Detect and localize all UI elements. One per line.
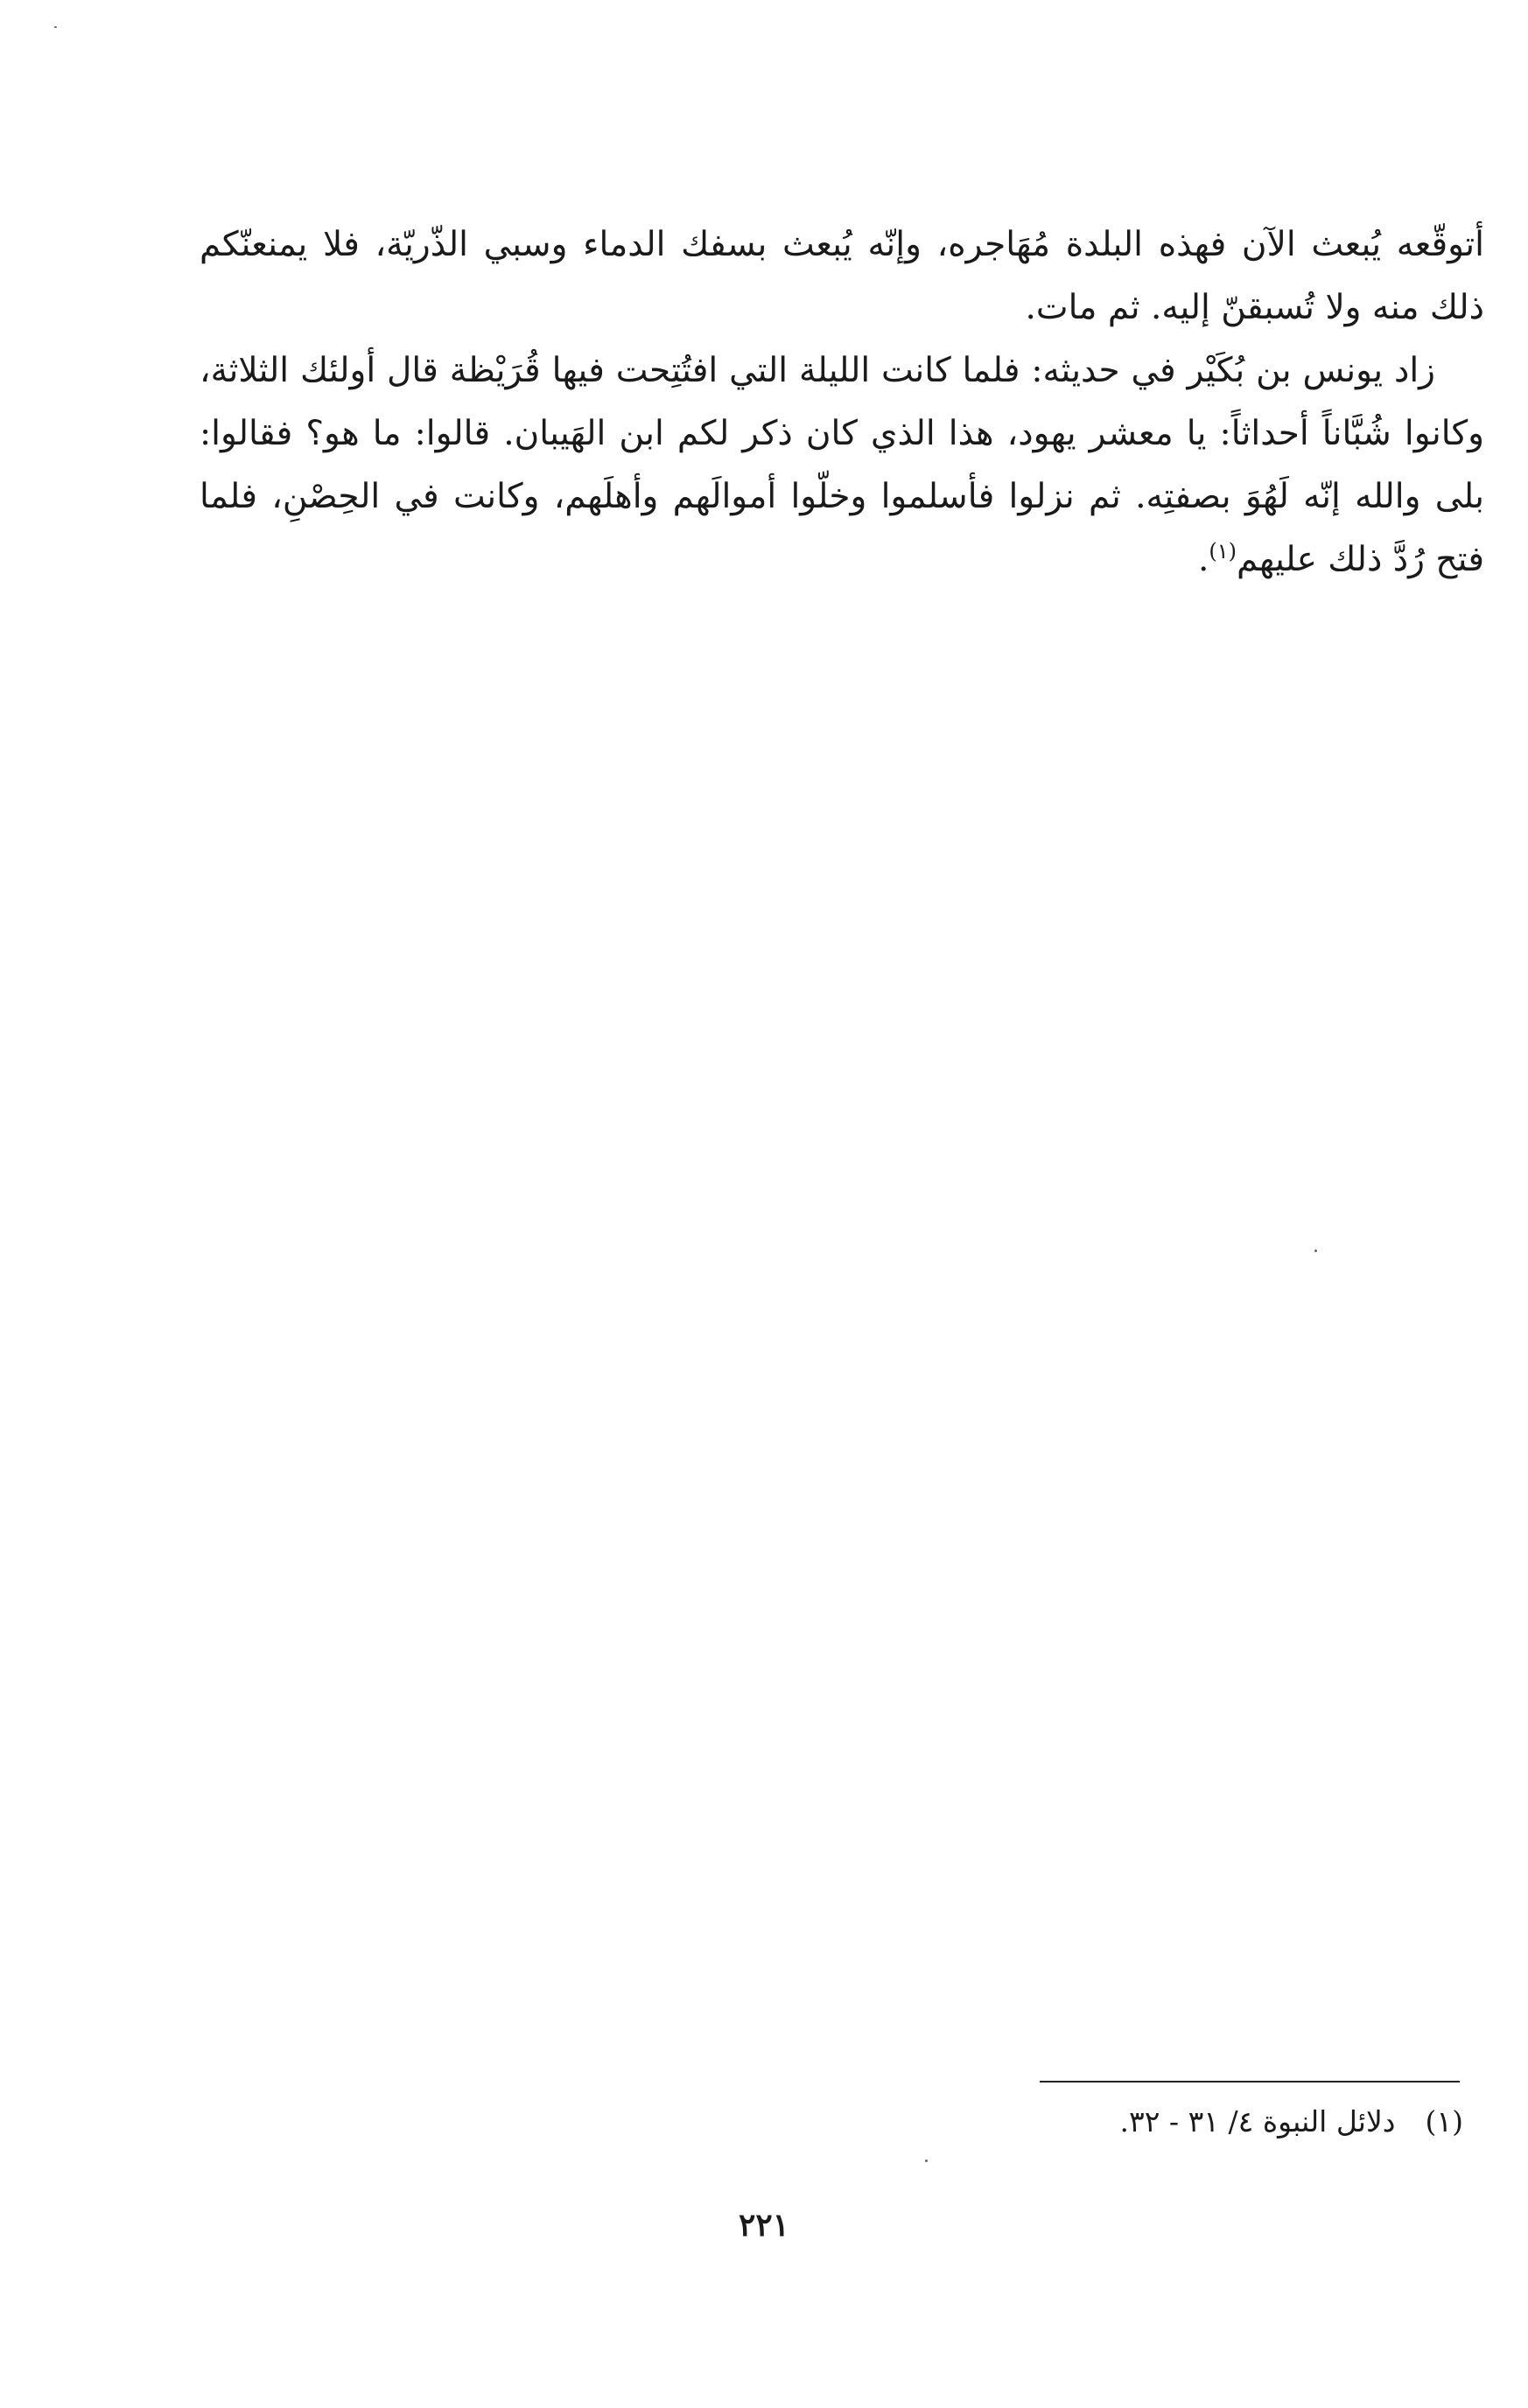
footnote-marker: (١) (1425, 2104, 1463, 2138)
footnote-text: دلائل النبوة ٤/ ٣١ - ٣٢. (1119, 2104, 1396, 2138)
paragraph-end-punctuation: . (1197, 540, 1209, 579)
page-number: ٢٢١ (738, 2207, 789, 2244)
paragraph: أتوقّعه يُبعث الآن فهذه البلدة مُهَاجره، وإنّه يُبعث بسفك الدماء وسبي الذّريّة، فلا يمنعنّكم ذلك منه ولا تُسبقنّ إليه. ثم مات. (200, 225, 1484, 327)
paragraph (200, 340, 1484, 592)
scan-speck (54, 26, 57, 28)
footnote-separator (1040, 2081, 1460, 2082)
scan-speck (925, 2160, 928, 2162)
scan-speck (1314, 1250, 1317, 1252)
footnote (676, 2100, 1463, 2144)
main-text (200, 214, 1484, 592)
paragraph-text: زاد يونس بن بُكَيْر في حديثه: فلما كانت الليلة التي افتُتِحت فيها قُرَيْظة قال أولئك الثلاثة، وكانوا شُبَّاناً أحداثاً: يا معشر يهود، هذا الذي كان ذكر لكم ابن الهَيبان. قالوا: ما هو؟ فقالوا: بلى والله إنّه لَهُوَ بصفتِه. ثم نزلوا فأسلموا وخلّوا أموالَهم وأهلَهم، وكانت في الحِصْنِ، فلما فتح رُدَّ ذلك عليهم (200, 351, 1484, 579)
footnote-reference[interactable]: (١) (1209, 539, 1237, 564)
